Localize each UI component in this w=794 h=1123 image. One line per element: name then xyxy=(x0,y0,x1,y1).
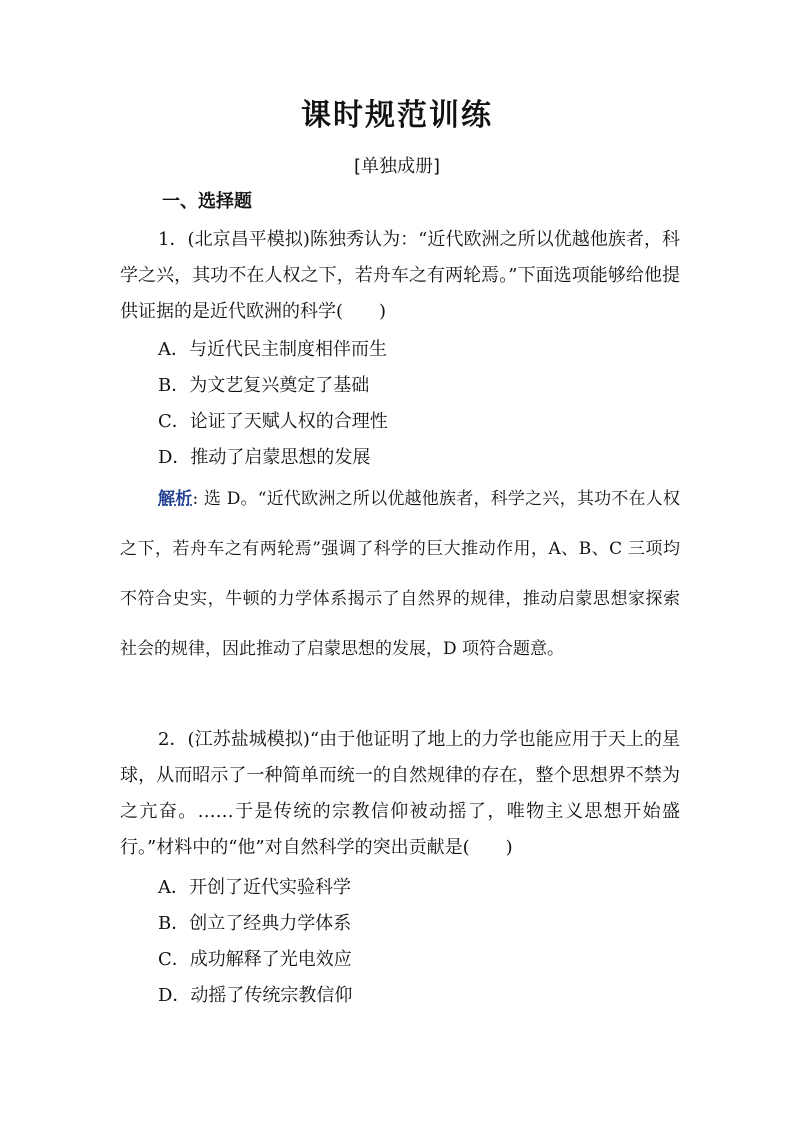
question-2-option-d: D．动摇了传统宗教信仰 xyxy=(158,985,353,1006)
question-1-option-b: B．为文艺复兴奠定了基础 xyxy=(158,375,370,396)
question-2-option-c: C．成功解释了光电效应 xyxy=(158,949,352,970)
explanation-label: 解析 xyxy=(158,489,193,509)
page-title: 课时规范训练 xyxy=(301,98,493,133)
question-1-stem: 1．(北京昌平模拟)陈独秀认为：“近代欧洲之所以优越他族者，科学之兴，其功不在人权之下，若舟车之有两轮焉。”下面选项能够给他提供证据的是近代欧洲的科学( ) xyxy=(120,229,680,322)
question-2-stem: 2．(江苏盐城模拟)“由于他证明了地上的力学也能应用于天上的星球，从而昭示了一种简单而统一的自然规律的存在，整个思想界不禁为之亢奋。……于是传统的宗教信仰被动摇了，唯物主义思想开始盛行。”材料中的“他”对自然科学的突出贡献是( ) xyxy=(120,729,680,858)
question-2-option-a: A．开创了近代实验科学 xyxy=(158,877,351,898)
question-1-explanation xyxy=(120,474,680,674)
question-1-option-a: A．与近代民主制度相伴而生 xyxy=(158,339,387,360)
question-2-option-b: B．创立了经典力学体系 xyxy=(158,913,352,934)
question-1-option-c: C．论证了天赋人权的合理性 xyxy=(158,411,388,432)
explanation-text: : 选 D。“近代欧洲之所以优越他族者，科学之兴，其功不在人权之下，若舟车之有两轮焉”强调了科学的巨大推动作用，A、B、C 三项均不符合史实，牛顿的力学体系揭示了自然界的规律，推动启蒙思想家探索社会的规律，因此推动了启蒙思想的发展，D 项符合题意。 xyxy=(120,489,681,659)
page-subtitle: [单独成册] xyxy=(353,156,441,177)
section-heading: 一、选择题 xyxy=(162,191,252,212)
question-1-option-d: D．推动了启蒙思想的发展 xyxy=(158,447,371,468)
